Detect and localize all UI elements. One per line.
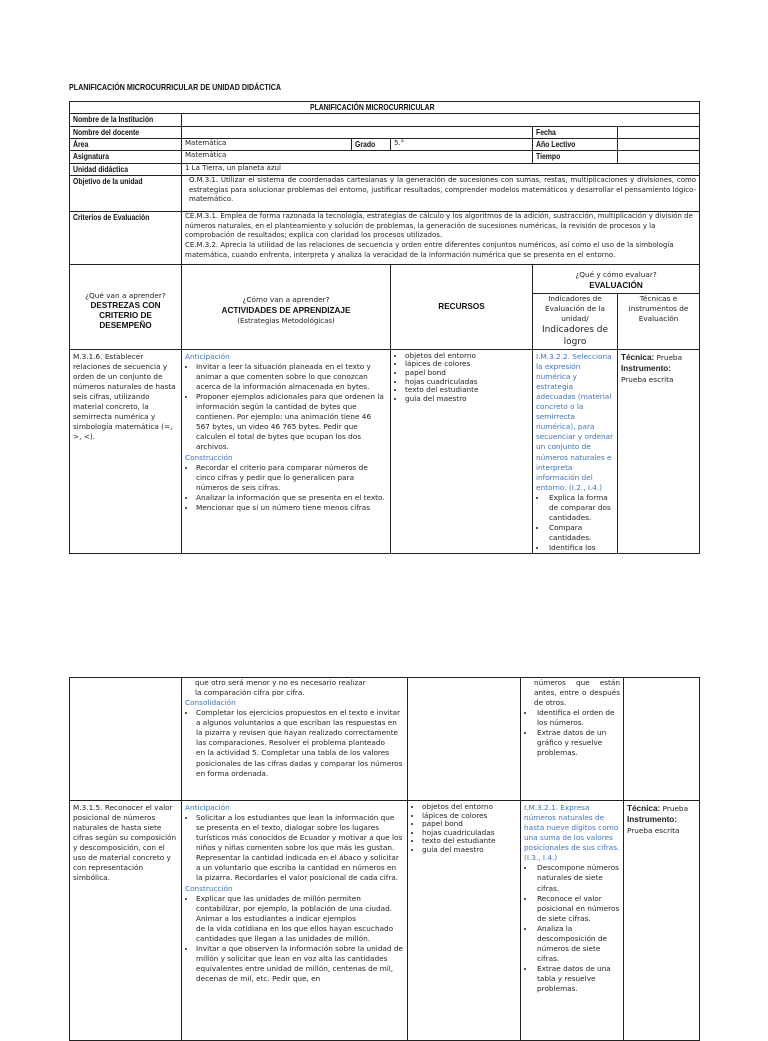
list-item: • Completar los ejercicios propuestos en el texto e invitar a algunos voluntarios a que escriban las respuestas en la pizarra y revisen que hayan realizado correctamente las comparaciones. Resolver el problema planteado en la actividad 5. Completar una tabla de los valores posicionales de las cifras dadas y comparar los números en forma ordenada. bbox=[196, 708, 404, 778]
asignatura-label: Asignatura bbox=[70, 151, 182, 163]
document-title: PLANIFICACIÓN MICROCURRICULAR DE UNIDAD DIDÁCTICA bbox=[69, 82, 282, 92]
evaluacion-header bbox=[533, 264, 700, 293]
destrezas-heading: DESTREZAS CON CRITERIO DE DESEMPEÑO bbox=[90, 301, 161, 330]
planning-table-page-1 bbox=[69, 101, 700, 554]
indicadores-m316 bbox=[533, 349, 618, 553]
list-item: • Extrae datos de una tabla y resuelve problemas. bbox=[535, 964, 620, 994]
consolidacion-list bbox=[185, 708, 404, 778]
tecnica-value: Prueba bbox=[656, 352, 683, 362]
unidad-value: 1 La Tierra, un planeta azul bbox=[182, 163, 700, 175]
list-item: • Proponer ejemplos adicionales para que ordenen la información según la cantidad de bytes que contienen. Por ejemplo: una animación tiene 46 567 bytes, un video 46 765 bytes. Pedir que calculen el total de bytes que ocupan los dos archivos. bbox=[196, 392, 387, 452]
indicadores-continuation bbox=[521, 678, 624, 801]
list-item: • papel bond bbox=[422, 820, 517, 829]
construccion-label: Construcción bbox=[185, 883, 233, 893]
docente-value[interactable] bbox=[182, 126, 533, 138]
institucion-value[interactable] bbox=[182, 114, 700, 126]
actividades-m316 bbox=[182, 349, 391, 553]
recursos-list bbox=[411, 803, 517, 855]
anticipacion-list bbox=[185, 362, 387, 453]
list-item: • Invitar a leer la situación planeada en el texto y animar a que comenten sobre lo que conozcan acerca de la información almacenada en bytes. bbox=[196, 362, 387, 392]
fecha-label: Fecha bbox=[533, 126, 618, 138]
table-title: PLANIFICACIÓN MICROCURRICULAR bbox=[70, 102, 700, 114]
list-item: • Compara cantidades. bbox=[547, 523, 614, 543]
actividades-continuation bbox=[182, 678, 408, 801]
indicador-im321: I.M.3.2.1. Expresa números naturales de hasta nueve dígitos como una suma de los valores posicionales de sus cifras. (I.3., I.4.) bbox=[524, 803, 620, 863]
tiempo-label: Tiempo bbox=[533, 151, 618, 163]
instrumento-value: Prueba escrita bbox=[627, 825, 680, 835]
list-item: • guía del maestro bbox=[422, 846, 517, 855]
destreza-m316: M.3.1.6. Establecer relaciones de secuencia y orden de un conjunto de números naturales de hasta seis cifras, utilizando material concreto, la semirrecta numérica y simbología matemática (=, >, <). bbox=[70, 349, 182, 553]
destreza-m315: M.3.1.5. Reconocer el valor posicional de números naturales de hasta siete cifras según su composición y descomposición, con el uso de material concreto y con representación simbólica. bbox=[70, 801, 182, 1041]
list-item: • Descompone números naturales de siete cifras. bbox=[535, 863, 620, 893]
tecnicas-m316 bbox=[618, 349, 700, 553]
list-item: • lápices de colores bbox=[405, 360, 529, 369]
instrumento-label: Instrumento: bbox=[621, 364, 672, 374]
actividades-subheading: (Estrategias Metodológicas) bbox=[237, 316, 335, 325]
destrezas-question: ¿Qué van a aprender? bbox=[85, 291, 166, 301]
logro-continuation: números que están antes, entre o después de otros. bbox=[534, 678, 620, 708]
actividades-question: ¿Cómo van a aprender? bbox=[242, 295, 330, 305]
list-item: • Extrae datos de un gráfico y resuelve problemas. bbox=[535, 728, 620, 758]
tecnicas-continuation bbox=[624, 678, 700, 801]
list-item: • Analizar la información que se presenta en el texto. bbox=[196, 493, 387, 503]
tecnica-label: Técnica: bbox=[621, 352, 655, 362]
fecha-value[interactable] bbox=[618, 126, 700, 138]
indicador-im322: I.M.3.2.2. Selecciona la expresión numérica y estrategia adecuadas (material concreto o la semirrecta numérica), para secuenciar y ordenar un conjunto de números naturales e interpreta información del entorno. (I.2., I.4.) bbox=[536, 351, 614, 492]
recursos-m315 bbox=[408, 801, 521, 1041]
area-label: Área bbox=[70, 138, 182, 150]
logros-list bbox=[524, 708, 620, 758]
indicadores-heading-1: Indicadores de Evaluación de la unidad/ bbox=[545, 293, 605, 323]
construccion-list bbox=[185, 463, 387, 513]
criterios-label: Criterios de Evaluación bbox=[70, 211, 182, 264]
list-item: • objetos del entorno bbox=[422, 803, 517, 812]
actividades-m315 bbox=[182, 801, 408, 1041]
recursos-continuation bbox=[408, 678, 521, 801]
anio-lectivo-value[interactable] bbox=[618, 138, 700, 150]
logros-list bbox=[524, 863, 620, 994]
list-item: • texto del estudiante bbox=[405, 386, 529, 395]
criterio-1: CE.M.3.1. Emplea de forma razonada la tecnología, estrategias de cálculo y los algoritmos de la adición, sustracción, multiplicación y división de números naturales, en el planteamiento y solución de problemas, la generación de sucesiones numéricas, la revisión de procesos y la comprobación de resultados; explica con claridad los procesos utilizados. bbox=[185, 211, 693, 240]
list-item: • Mencionar que si un número tiene menos cifras bbox=[196, 503, 387, 513]
actividades-header bbox=[182, 264, 391, 349]
construccion-label: Construcción bbox=[185, 452, 233, 462]
list-item: • texto del estudiante bbox=[422, 837, 517, 846]
anticipacion-list bbox=[185, 813, 404, 883]
tecnica-label: Técnica: bbox=[627, 804, 661, 813]
list-item: • Recordar el criterio para comparar números de cinco cifras y pedir que lo generalicen para números de seis cifras. bbox=[196, 463, 387, 493]
area-value: Matemática bbox=[182, 138, 352, 150]
anticipacion-label: Anticipación bbox=[185, 351, 230, 361]
list-item: • Reconoce el valor posicional en números de siete cifras. bbox=[535, 894, 620, 924]
objetivo-label: Objetivo de la unidad bbox=[70, 175, 182, 211]
indicadores-header bbox=[533, 293, 618, 349]
destrezas-header bbox=[70, 264, 182, 349]
instrumento-value: Prueba escrita bbox=[621, 374, 674, 384]
planning-table-page-2 bbox=[69, 677, 700, 1041]
construccion-list bbox=[185, 894, 404, 985]
list-item: • Explica la forma de comparar dos cantidades. bbox=[547, 493, 614, 523]
anticipacion-label: Anticipación bbox=[185, 803, 230, 812]
instrumento-label: Instrumento: bbox=[627, 815, 678, 825]
list-item: • Identifica el orden de los números. bbox=[535, 708, 620, 728]
tiempo-value[interactable] bbox=[618, 151, 700, 163]
criterio-2: CE.M.3.2. Aprecia la utilidad de las relaciones de secuencia y orden entre diferentes conjuntos numéricos, así como el uso de la simbología matemática, cuando enfrenta, interpreta y analiza la veracidad de la información numérica que se presenta en el entorno. bbox=[185, 240, 674, 259]
grado-label: Grado bbox=[352, 138, 391, 150]
list-item: • objetos del entorno bbox=[405, 352, 529, 361]
list-item: • Solicitar a los estudiantes que lean la información que se presenta en el texto, dialogar sobre los lugares turísticos más conocidos de Ecuador y motivar a que los niños y niñas comenten sobre los que más les gustan. Representar la cantidad indicada en el ábaco y solicitar a un voluntario que escriba la cantidad en números en la pizarra. Recordarles el valor posicional de cada cifra. bbox=[196, 813, 404, 883]
list-item: • guía del maestro bbox=[405, 395, 529, 404]
list-item: • Analiza la descomposición de números de siete cifras. bbox=[535, 924, 620, 964]
list-item: • Invitar a que observen la información sobre la unidad de millón y solicitar que lean en voz alta las cantidades equivalentes entre unidad de millón, centenas de mil, decenas de mil, etc. Pedir que, en bbox=[196, 944, 404, 984]
evaluacion-question: ¿Qué y cómo evaluar? bbox=[575, 269, 657, 279]
institucion-label: Nombre de la Institución bbox=[70, 114, 182, 126]
docente-label: Nombre del docente bbox=[70, 126, 182, 138]
actividades-heading: ACTIVIDADES DE APRENDIZAJE bbox=[221, 306, 351, 316]
indicadores-m315 bbox=[521, 801, 624, 1041]
tecnicas-m315 bbox=[624, 801, 700, 1041]
criterios-value bbox=[182, 211, 700, 264]
list-item: • lápices de colores bbox=[422, 812, 517, 821]
recursos-list bbox=[394, 352, 529, 404]
indicadores-heading-2: Indicadores de logro bbox=[541, 325, 609, 348]
recursos-header: RECURSOS bbox=[391, 264, 533, 349]
recursos-m316 bbox=[391, 349, 533, 553]
continuation-line: la comparación cifra por cifra. bbox=[195, 688, 305, 698]
asignatura-value: Matemática bbox=[182, 151, 533, 163]
unidad-label: Unidad didáctica bbox=[70, 163, 182, 175]
destreza-continuation bbox=[70, 678, 182, 801]
list-item: • hojas cuadriculadas bbox=[405, 378, 529, 387]
continuation-line: que otro será menor y no es necesario realizar bbox=[195, 678, 366, 687]
grado-value: 5.° bbox=[391, 138, 533, 150]
evaluacion-heading: EVALUACIÓN bbox=[589, 280, 643, 290]
list-item: • papel bond bbox=[405, 369, 529, 378]
consolidacion-label: Consolidación bbox=[185, 698, 236, 708]
list-item: • Explicar que las unidades de millón permiten contabilizar, por ejemplo, la población de una ciudad. Animar a los estudiantes a indicar ejemplos de la vida cotidiana en los que ellos hayan escuchado cantidades que llegan a las unidades de millón. bbox=[196, 894, 404, 944]
list-item: • Identifica los bbox=[547, 543, 614, 553]
list-item: • hojas cuadriculadas bbox=[422, 829, 517, 838]
tecnica-value: Prueba bbox=[662, 804, 689, 813]
tecnicas-header: Técnicas e instrumentos de Evaluación bbox=[618, 293, 700, 349]
anio-lectivo-label: Año Lectivo bbox=[533, 138, 618, 150]
objetivo-value: O.M.3.1. Utilizar el sistema de coordenadas cartesianas y la generación de sucesiones con sumas, restas, multiplicaciones y divisiones, como estrategias para solucionar problemas del entorno, justificar resultados, comprender modelos matemáticos y desarrollar el pensamiento lógico-matemático. bbox=[182, 175, 700, 211]
logros-list bbox=[536, 493, 614, 553]
